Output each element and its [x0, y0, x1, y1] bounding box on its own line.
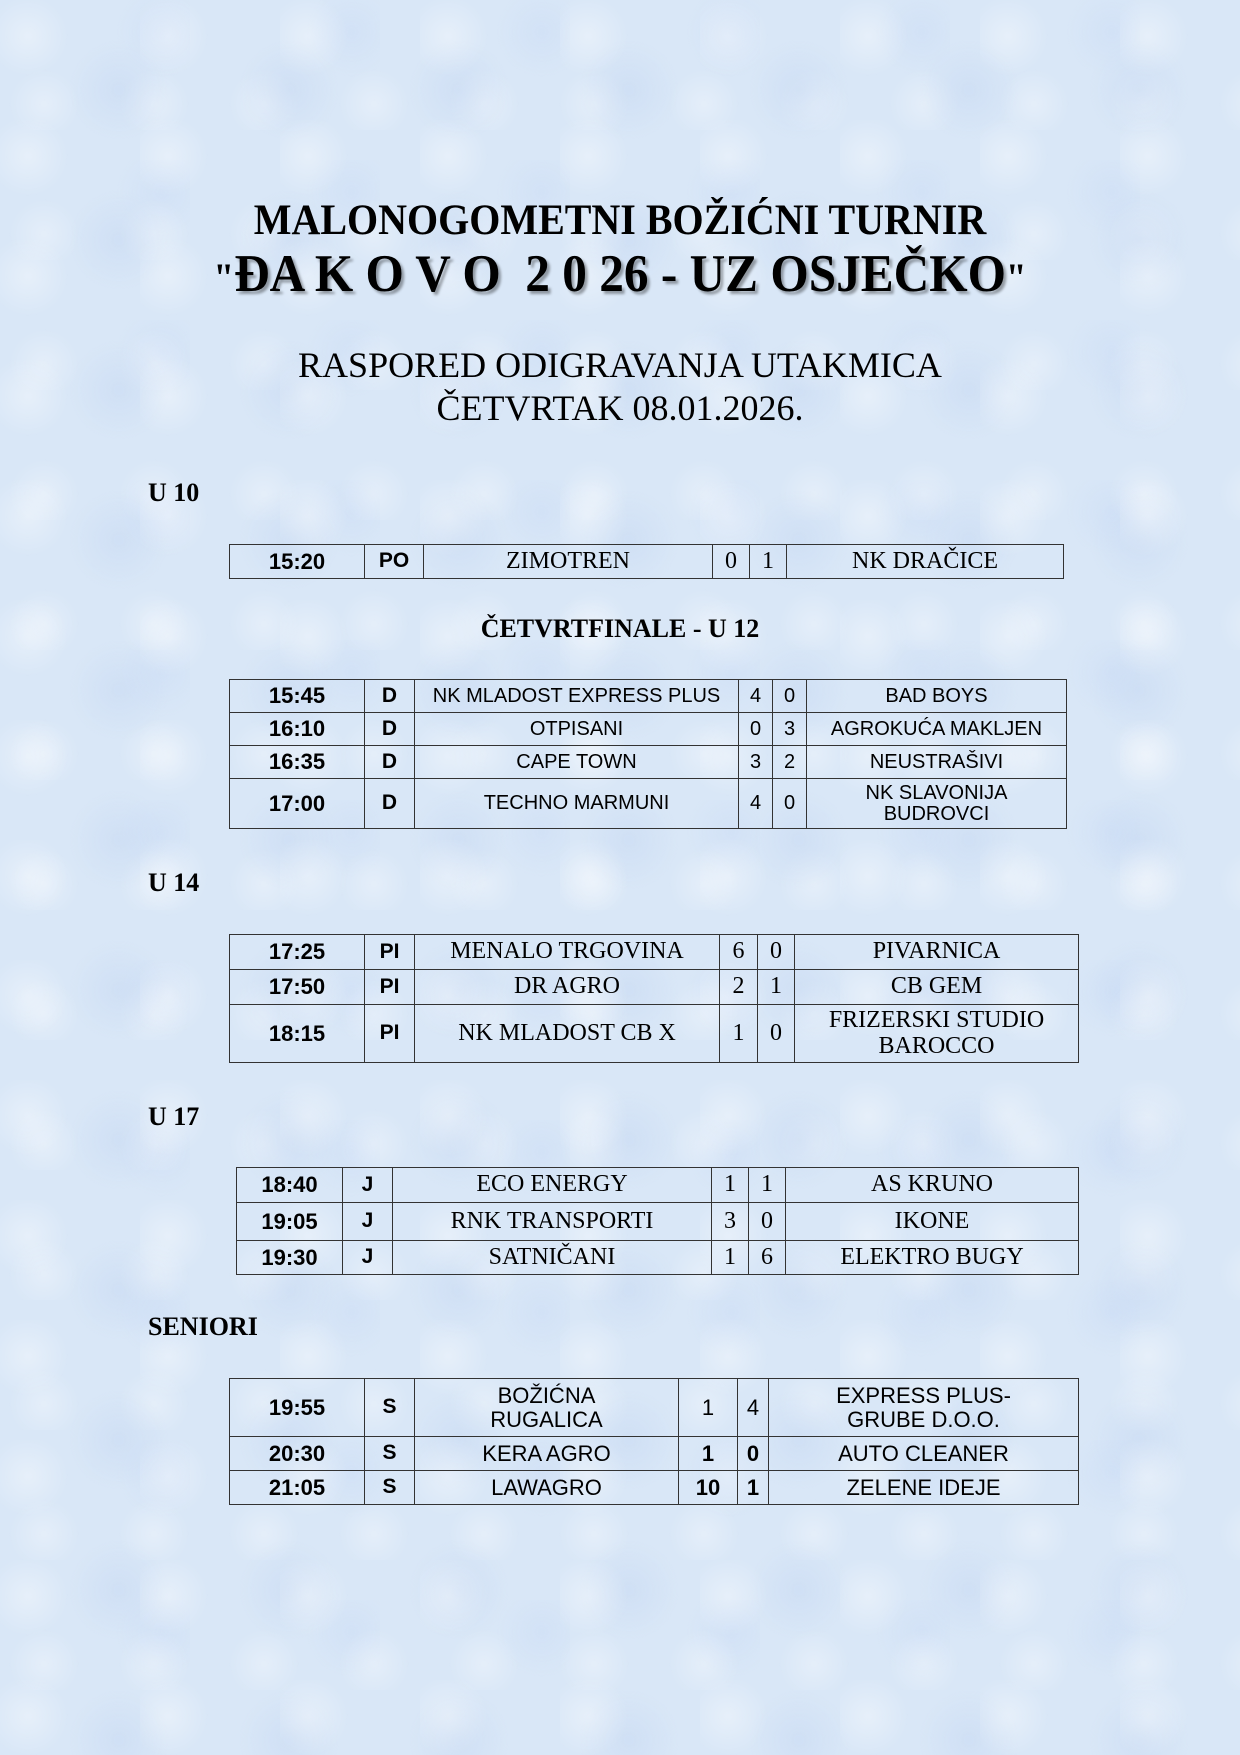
table-row	[237, 1241, 1079, 1275]
home-score: 10	[679, 1471, 738, 1505]
home-score: 0	[713, 545, 750, 579]
away-team: NK DRAČICE	[787, 545, 1064, 579]
home-score: 4	[739, 680, 773, 713]
section-label-seniori: SENIORI	[148, 1312, 258, 1341]
match-time: 16:35	[230, 746, 365, 779]
match-group: J	[343, 1168, 393, 1203]
match-group: D	[365, 680, 415, 713]
home-score: 0	[739, 713, 773, 746]
home-team: NK MLADOST EXPRESS PLUS	[415, 680, 739, 713]
u10-schedule-table	[229, 544, 1064, 579]
match-time: 19:55	[230, 1379, 365, 1437]
open-quote: "	[213, 255, 235, 300]
away-team: EXPRESS PLUS-GRUBE D.O.O.	[769, 1379, 1079, 1437]
match-time: 16:10	[230, 713, 365, 746]
home-team: SATNIČANI	[393, 1241, 712, 1275]
away-score: 6	[749, 1241, 786, 1275]
away-score: 3	[773, 713, 807, 746]
u12-schedule-table	[229, 679, 1067, 829]
away-score: 4	[738, 1379, 769, 1437]
home-score: 1	[679, 1379, 738, 1437]
table-row	[230, 1471, 1079, 1505]
close-quote: "	[1005, 255, 1027, 300]
match-group: D	[365, 779, 415, 829]
tournament-subtitle	[43, 244, 1196, 304]
schedule-date: ČETVRTAK 08.01.2026.	[436, 388, 804, 428]
away-team: FRIZERSKI STUDIO BAROCCO	[795, 1005, 1079, 1063]
match-time: 17:50	[230, 970, 365, 1005]
match-time: 17:25	[230, 935, 365, 970]
table-row	[230, 970, 1079, 1005]
match-group: J	[343, 1203, 393, 1241]
match-time: 18:15	[230, 1005, 365, 1063]
section-label-u10: U 10	[148, 478, 200, 507]
home-score: 6	[720, 935, 758, 970]
match-group: D	[365, 713, 415, 746]
section-label-u17: U 17	[148, 1102, 200, 1131]
away-team: AUTO CLEANER	[769, 1437, 1079, 1471]
home-score: 1	[712, 1241, 749, 1275]
away-score: 0	[758, 1005, 795, 1063]
home-team: CAPE TOWN	[415, 746, 739, 779]
away-score: 2	[773, 746, 807, 779]
table-row	[230, 1379, 1079, 1437]
home-team: LAWAGRO	[415, 1471, 679, 1505]
match-group: J	[343, 1241, 393, 1275]
away-team: ELEKTRO BUGY	[786, 1241, 1079, 1275]
schedule-heading: RASPORED ODIGRAVANJA UTAKMICA	[298, 345, 942, 385]
away-team: BAD BOYS	[807, 680, 1067, 713]
away-team: IKONE	[786, 1203, 1079, 1241]
match-time: 20:30	[230, 1437, 365, 1471]
match-group: S	[365, 1379, 415, 1437]
match-group: PI	[365, 935, 415, 970]
home-team: DR AGRO	[415, 970, 720, 1005]
away-team: CB GEM	[795, 970, 1079, 1005]
away-score: 0	[738, 1437, 769, 1471]
away-score: 0	[773, 779, 807, 829]
match-time: 18:40	[237, 1168, 343, 1203]
section-label-u14: U 14	[148, 868, 200, 897]
home-team: OTPISANI	[415, 713, 739, 746]
away-team: NK SLAVONIJA BUDROVCI	[807, 779, 1067, 829]
match-group: PI	[365, 970, 415, 1005]
match-group: PI	[365, 1005, 415, 1063]
match-time: 15:45	[230, 680, 365, 713]
match-group: D	[365, 746, 415, 779]
table-row	[230, 680, 1067, 713]
home-team: KERA AGRO	[415, 1437, 679, 1471]
table-row	[237, 1203, 1079, 1241]
away-score: 1	[750, 545, 787, 579]
tournament-name: ĐA K O V O 2 0 26 - UZ OSJEČKO	[234, 245, 1006, 303]
home-score: 3	[712, 1203, 749, 1241]
home-team: TECHNO MARMUNI	[415, 779, 739, 829]
seniori-schedule-table	[229, 1378, 1079, 1505]
home-score: 1	[679, 1437, 738, 1471]
home-score: 2	[720, 970, 758, 1005]
home-team: NK MLADOST CB X	[415, 1005, 720, 1063]
tournament-title: MALONOGOMETNI BOŽIĆNI TURNIR	[253, 197, 987, 244]
home-team: BOŽIĆNA RUGALICA	[415, 1379, 679, 1437]
table-row	[230, 713, 1067, 746]
table-row	[237, 1168, 1079, 1203]
section-label-u12: ČETVRTFINALE - U 12	[480, 614, 760, 643]
match-group: S	[365, 1437, 415, 1471]
home-team: RNK TRANSPORTI	[393, 1203, 712, 1241]
u14-schedule-table	[229, 934, 1079, 1063]
home-score: 1	[712, 1168, 749, 1203]
away-team: ZELENE IDEJE	[769, 1471, 1079, 1505]
home-team: ECO ENERGY	[393, 1168, 712, 1203]
away-team: AS KRUNO	[786, 1168, 1079, 1203]
home-score: 4	[739, 779, 773, 829]
home-score: 1	[720, 1005, 758, 1063]
away-team: PIVARNICA	[795, 935, 1079, 970]
table-row	[230, 935, 1079, 970]
away-score: 0	[749, 1203, 786, 1241]
match-group: S	[365, 1471, 415, 1505]
match-time: 19:30	[237, 1241, 343, 1275]
table-row	[230, 746, 1067, 779]
away-score: 1	[749, 1168, 786, 1203]
table-row	[230, 545, 1064, 579]
away-score: 1	[738, 1471, 769, 1505]
away-team: NEUSTRAŠIVI	[807, 746, 1067, 779]
match-time: 17:00	[230, 779, 365, 829]
u17-schedule-table	[236, 1167, 1079, 1275]
table-row	[230, 1437, 1079, 1471]
away-team: AGROKUĆA MAKLJEN	[807, 713, 1067, 746]
away-score: 0	[758, 935, 795, 970]
match-time: 21:05	[230, 1471, 365, 1505]
away-score: 1	[758, 970, 795, 1005]
away-score: 0	[773, 680, 807, 713]
home-team: ZIMOTREN	[424, 545, 713, 579]
match-time: 19:05	[237, 1203, 343, 1241]
table-row	[230, 1005, 1079, 1063]
match-time: 15:20	[230, 545, 365, 579]
home-team: MENALO TRGOVINA	[415, 935, 720, 970]
table-row	[230, 779, 1067, 829]
home-score: 3	[739, 746, 773, 779]
match-group: PO	[365, 545, 424, 579]
